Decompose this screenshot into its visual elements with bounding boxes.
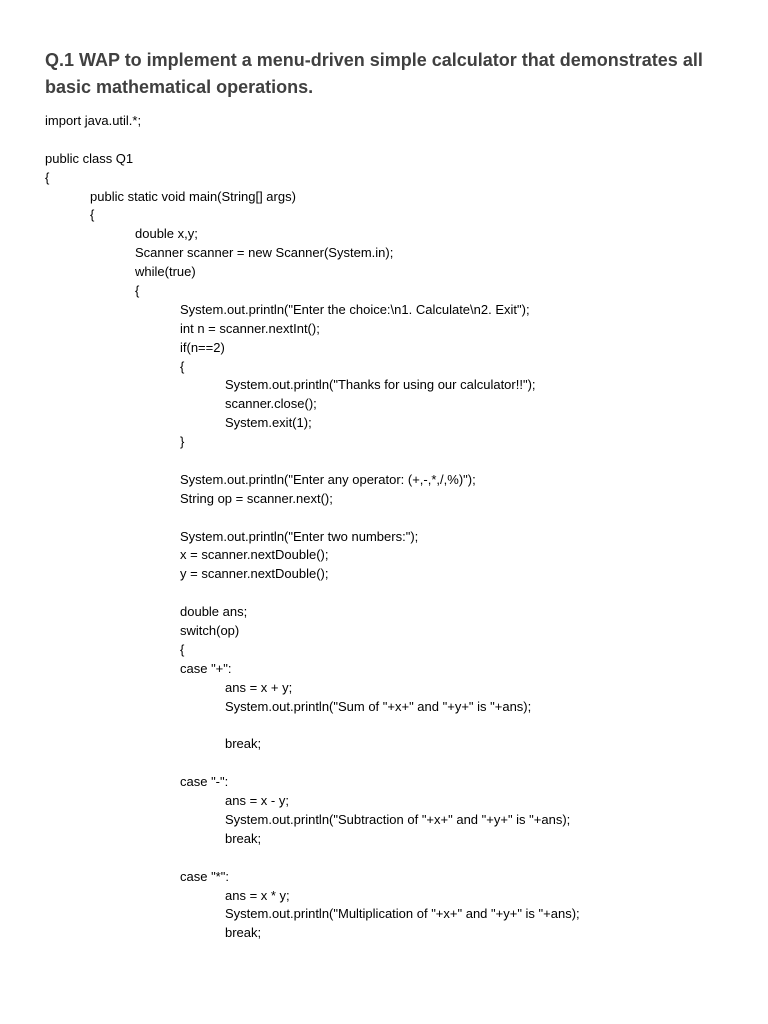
code-line: { — [90, 207, 95, 223]
code-line: switch(op) — [180, 623, 240, 639]
code-line — [45, 584, 745, 603]
code-line: case "+": — [180, 660, 232, 676]
code-line: String op = scanner.next(); — [180, 490, 333, 506]
question-heading: Q.1 WAP to implement a menu-driven simple calculator that demonstrates all basic mathematical operations. — [45, 50, 703, 97]
code-line: { — [180, 358, 185, 374]
code-line: } — [180, 434, 185, 450]
code-line: import java.util.*; — [45, 113, 142, 128]
code-line: System.exit(1); — [225, 415, 312, 431]
code-line — [45, 717, 745, 736]
code-line: System.out.println("Sum of "+x+" and "+y+" is "+ans); — [225, 698, 532, 714]
code-line: { — [135, 283, 140, 299]
code-line: Scanner scanner = new Scanner(System.in); — [135, 245, 394, 261]
code-line — [45, 849, 745, 868]
code-line: case "-": — [180, 774, 229, 790]
code-line: ans = x * y; — [225, 887, 290, 903]
code-line: x = scanner.nextDouble(); — [180, 547, 329, 563]
code-line: { — [45, 169, 50, 185]
code-line: while(true) — [135, 264, 196, 280]
code-listing — [45, 112, 745, 943]
code-line: int n = scanner.nextInt(); — [180, 320, 320, 336]
code-line: System.out.println("Enter the choice:\n1. Calculate\n2. Exit"); — [180, 301, 530, 317]
code-line: System.out.println("Subtraction of "+x+" and "+y+" is "+ans); — [225, 811, 571, 827]
code-line: public static void main(String[] args) — [90, 188, 296, 204]
code-line: System.out.println("Thanks for using our calculator!!"); — [225, 377, 536, 393]
code-line: System.out.println("Enter two numbers:"); — [180, 528, 419, 544]
code-line: { — [180, 641, 185, 657]
code-line: break; — [225, 736, 262, 752]
code-line — [45, 754, 745, 773]
code-line: break; — [225, 925, 262, 941]
code-line: if(n==2) — [180, 339, 225, 355]
code-line — [45, 509, 745, 528]
code-line — [45, 452, 745, 471]
code-line: case "*": — [180, 868, 229, 884]
code-line — [45, 131, 745, 150]
code-line: System.out.println("Enter any operator: (+,-,*,/,%)"); — [180, 471, 476, 487]
code-line: scanner.close(); — [225, 396, 317, 412]
code-line: ans = x + y; — [225, 679, 293, 695]
code-line: ans = x - y; — [225, 793, 289, 809]
code-line: break; — [225, 830, 262, 846]
code-line: double ans; — [180, 604, 248, 620]
code-line: double x,y; — [135, 226, 198, 242]
code-line: public class Q1 — [45, 150, 134, 166]
code-line: System.out.println("Multiplication of "+x+" and "+y+" is "+ans); — [225, 906, 580, 922]
code-line: y = scanner.nextDouble(); — [180, 566, 329, 582]
